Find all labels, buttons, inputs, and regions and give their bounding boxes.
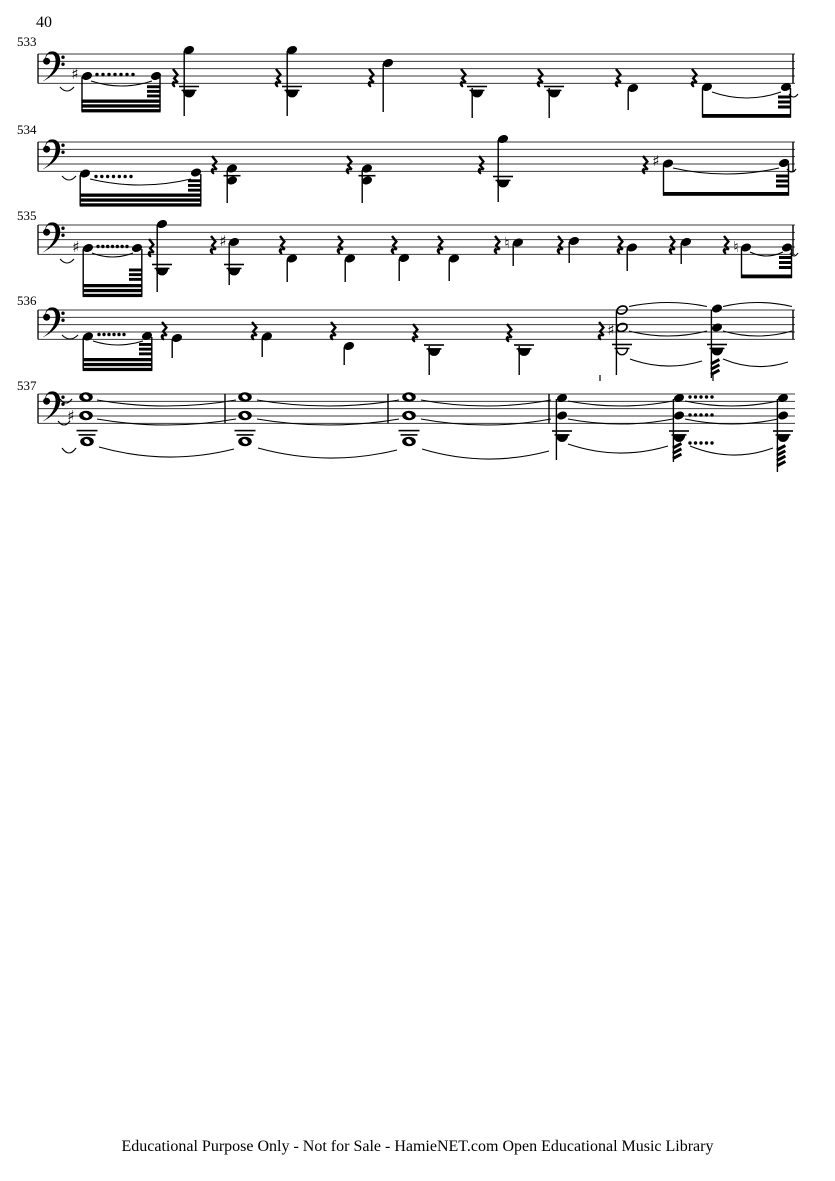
svg-text:♮: ♮ xyxy=(733,238,739,257)
page-number: 40 xyxy=(36,14,52,31)
footer-credit-text: Educational Purpose Only - Not for Sale - HamieNET.com Open Educational Music Library xyxy=(121,1138,714,1155)
measure-number-533: 533 xyxy=(17,34,37,49)
measure-number-535: 535 xyxy=(17,208,37,223)
svg-text:♯: ♯ xyxy=(71,65,79,84)
svg-text:♮: ♮ xyxy=(504,234,510,253)
measure-number-534: 534 xyxy=(17,122,37,137)
measure-number-536: 536 xyxy=(17,293,37,308)
svg-text:♯: ♯ xyxy=(219,232,227,251)
svg-text:♯: ♯ xyxy=(652,152,660,171)
measure-number-537: 537 xyxy=(17,378,37,393)
svg-text:♯: ♯ xyxy=(607,321,615,340)
svg-text:♯: ♯ xyxy=(67,407,75,426)
svg-text:♯: ♯ xyxy=(72,238,80,257)
